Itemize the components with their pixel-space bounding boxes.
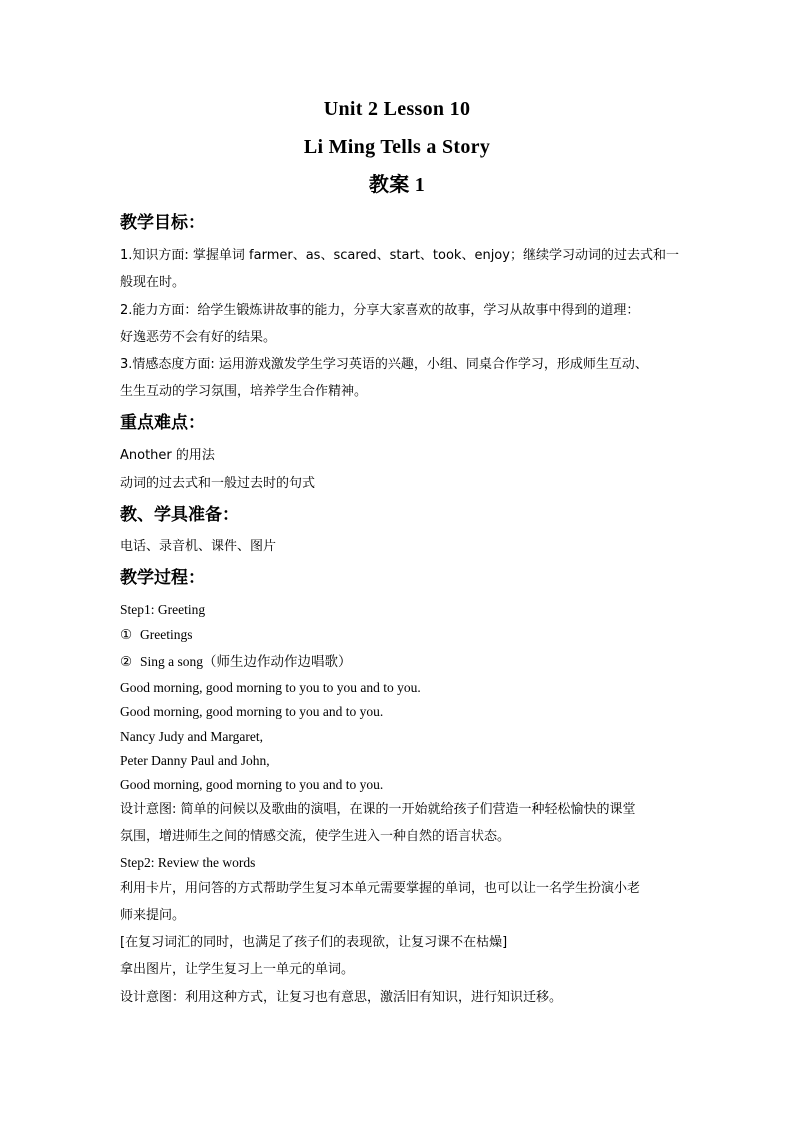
design-intent-2-line-1: 设计意图：利用这种方式，让复习也有意思，激活旧有知识，进行知识迁移。 bbox=[120, 990, 563, 1005]
objective-2-line-1: 2.能力方面：给学生锻炼讲故事的能力，分享大家喜欢的故事，学习从故事中得到的道理： bbox=[120, 303, 640, 318]
step-2-line-3: [在复习词汇的同时，也满足了孩子们的表现欲，让复习课不在枯燥] bbox=[120, 935, 508, 950]
step-1-label: Step1: Greeting bbox=[120, 602, 206, 617]
step-2-line-2: 师来提问。 bbox=[120, 908, 186, 923]
step-1-item-2 bbox=[120, 653, 352, 671]
step-1-item-2-text: Sing a song（师生边作动作边唱歌） bbox=[140, 654, 352, 669]
song-line-2: Good morning, good morning to you and to you. bbox=[120, 704, 384, 719]
design-intent-1-line-1: 设计意图: 简单的问候以及歌曲的演唱，在课的一开始就给孩子们营造一种轻松愉快的课堂 bbox=[120, 802, 636, 817]
step-2-label: Step2: Review the words bbox=[120, 855, 256, 870]
objective-3-line-2: 生生互动的学习氛围，培养学生合作精神。 bbox=[120, 384, 368, 399]
objective-1-line-2: 般现在时。 bbox=[120, 275, 186, 290]
objective-3-line-1: 3.情感态度方面: 运用游戏激发学生学习英语的兴趣，小组、同桌合作学习，形成师生互动、 bbox=[120, 357, 648, 372]
objective-2-line-2: 好逸恶劳不会有好的结果。 bbox=[120, 330, 277, 345]
lesson-title: Li Ming Tells a Story bbox=[303, 136, 491, 158]
circled-number-1: ① bbox=[120, 627, 133, 642]
key-points-heading: 重点难点： bbox=[120, 413, 205, 433]
materials-heading: 教、学具准备： bbox=[120, 505, 239, 525]
document-title: Unit 2 Lesson 10 bbox=[323, 98, 471, 120]
objective-1-line-1: 1.知识方面: 掌握单词 farmer、as、scared、start、took、enjoy；继续学习动词的过去式和一 bbox=[120, 248, 679, 263]
song-line-4: Peter Danny Paul and John, bbox=[120, 753, 270, 768]
plan-title: 教案 1 bbox=[368, 174, 426, 196]
step-2-line-4: 拿出图片，让学生复习上一单元的单词。 bbox=[120, 962, 355, 977]
materials-list: 电话、录音机、课件、图片 bbox=[120, 539, 277, 554]
objectives-heading: 教学目标： bbox=[120, 213, 205, 233]
step-2-line-1: 利用卡片，用问答的方式帮助学生复习本单元需要掌握的单词，也可以让一名学生扮演小老 bbox=[120, 881, 641, 896]
song-line-3: Nancy Judy and Margaret, bbox=[120, 729, 263, 744]
key-point-1: Another 的用法 bbox=[120, 448, 215, 463]
process-heading: 教学过程： bbox=[120, 568, 205, 588]
step-1-item-1-text: Greetings bbox=[140, 627, 193, 642]
step-1-item-1 bbox=[120, 626, 192, 644]
design-intent-1-line-2: 氛围，增进师生之间的情感交流，使学生进入一种自然的语言状态。 bbox=[120, 829, 511, 844]
key-point-2: 动词的过去式和一般过去时的句式 bbox=[120, 476, 316, 491]
song-line-5: Good morning, good morning to you and to you. bbox=[120, 777, 384, 792]
circled-number-2: ② bbox=[120, 654, 133, 669]
song-line-1: Good morning, good morning to you to you and to you. bbox=[120, 680, 421, 695]
